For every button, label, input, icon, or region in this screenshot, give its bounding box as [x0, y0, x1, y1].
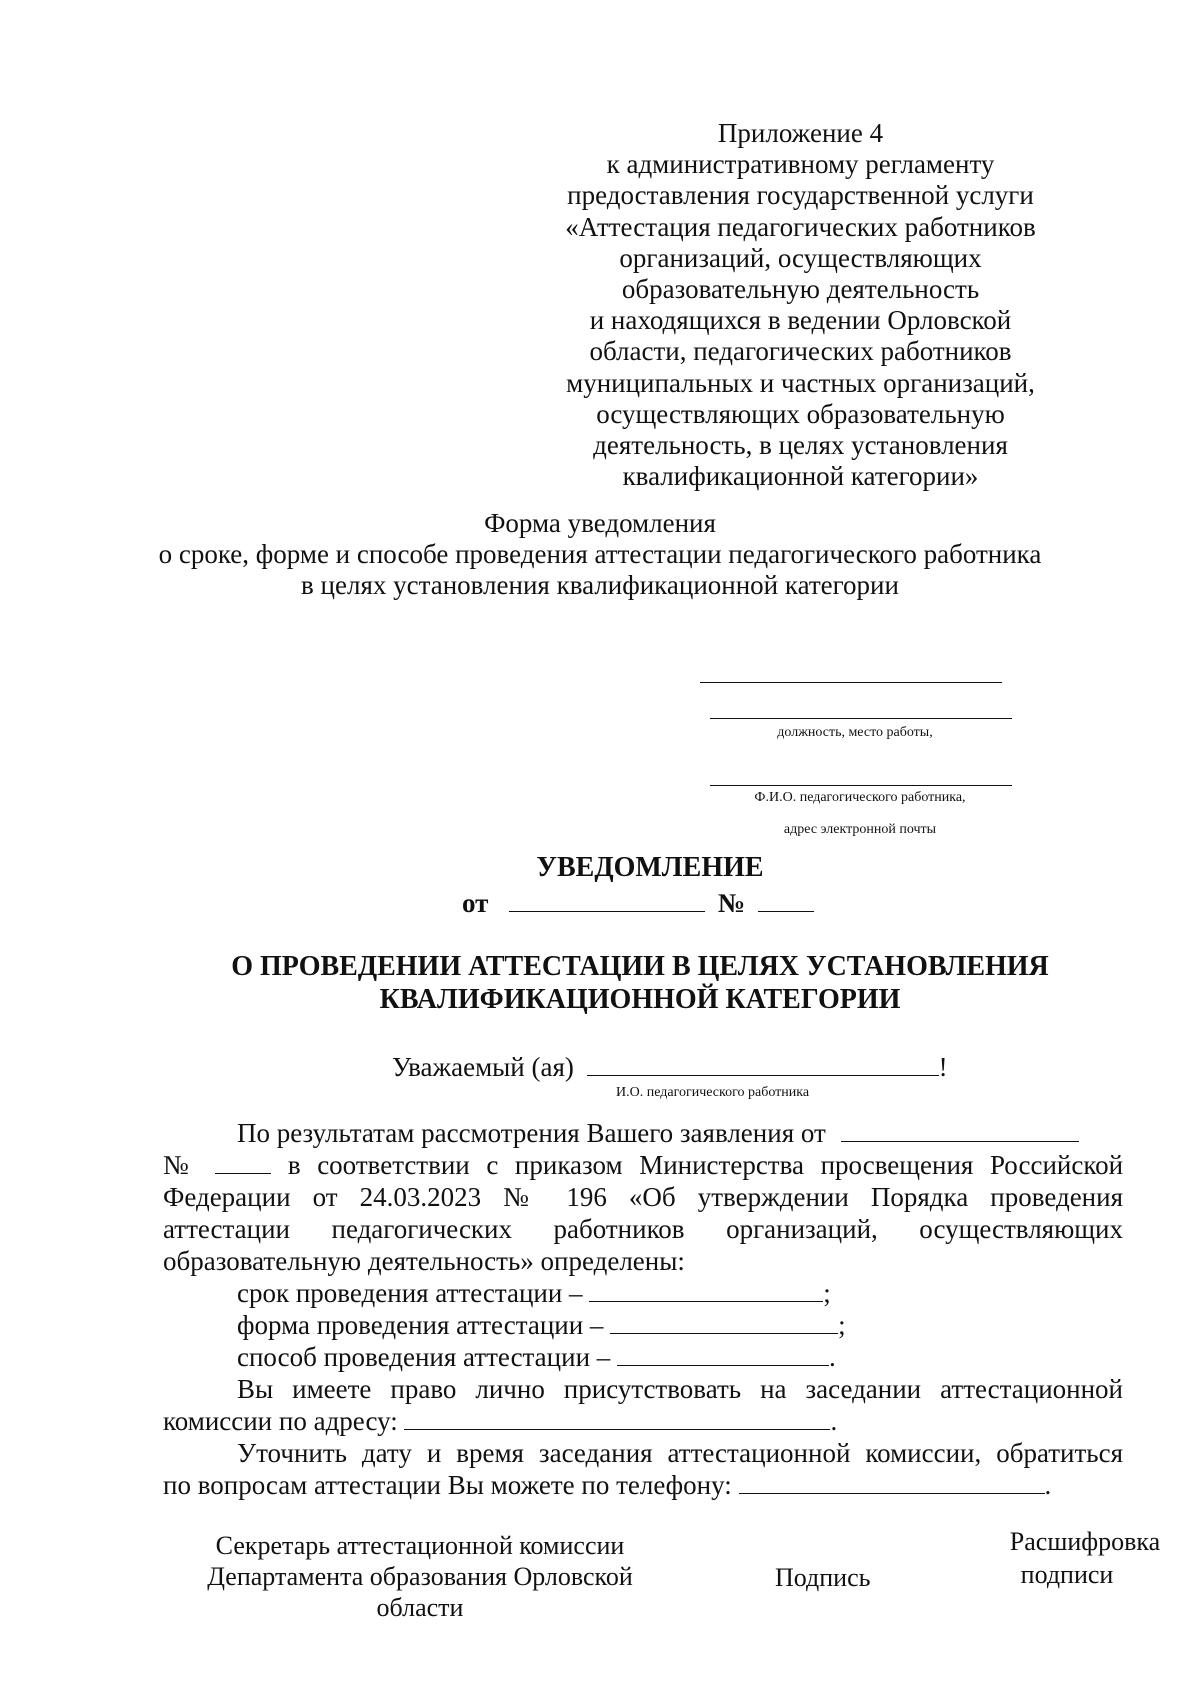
recipient-line-3[interactable]	[710, 785, 1012, 786]
notice-subject	[200, 950, 1080, 1016]
appendix-header-line: и находящихся в ведении Орловской	[589, 305, 1012, 336]
decode-signature-label	[990, 1525, 1180, 1591]
form-title-line-1: Форма уведомления	[484, 508, 716, 538]
form-line: форма проведения аттестации – ;	[237, 1310, 846, 1340]
greeting-caption: И.О. педагогического работника	[616, 1085, 810, 1100]
subject-line-1: О ПРОВЕДЕНИИ АТТЕСТАЦИИ В ЦЕЛЯХ УСТАНОВЛЕНИЯ	[231, 951, 1049, 982]
p2-line-1: Вы имеете право лично присутствовать на заседании аттестационной	[237, 1374, 1123, 1404]
application-number-field[interactable]	[215, 1151, 271, 1174]
phone-field[interactable]	[739, 1471, 1045, 1494]
p1-line-3: Федерации от 24.03.2023 № 196 «Об утверждении Порядка проведения	[163, 1182, 1123, 1212]
appendix-header-line: организаций, осуществляющих	[619, 242, 982, 273]
notice-number-field[interactable]	[758, 889, 814, 912]
greeting-exclamation: !	[938, 1052, 948, 1082]
address-field[interactable]	[404, 1407, 830, 1430]
p1-line-5: образовательную деятельность» определены:	[163, 1246, 685, 1276]
term-field[interactable]	[589, 1279, 823, 1302]
term-line: срок проведения аттестации – ;	[237, 1278, 831, 1308]
secretary-block	[190, 1530, 650, 1623]
p3-line-1: Уточнить дату и время заседания аттестационной комиссии, обратиться	[237, 1438, 1123, 1468]
decode-line-2: подписи	[1020, 1560, 1114, 1589]
appendix-header-line: осуществляющих образовательную	[596, 398, 1005, 429]
appendix-header-line: деятельность, в целях установления	[593, 430, 1008, 461]
recipient-caption-email: адрес электронной почты	[783, 822, 937, 837]
form-title	[100, 508, 1100, 601]
application-number-label: №	[163, 1150, 199, 1180]
greeting-name-field[interactable]	[587, 1053, 939, 1076]
method-line: способ проведения аттестации – .	[237, 1342, 836, 1372]
recipient-caption-position: должность, место работы,	[777, 725, 933, 740]
p1-line-2: № в соответствии с приказом Министерства просвещения Российской	[163, 1150, 1124, 1180]
recipient-line-2[interactable]	[710, 718, 1012, 719]
notice-from-label: от	[462, 888, 489, 918]
appendix-header-line: области, педагогических работников	[589, 336, 1012, 367]
notice-date-number	[462, 888, 814, 919]
appendix-header-line: «Аттестация педагогических работников	[565, 211, 1036, 242]
secretary-line-3: области	[376, 1593, 464, 1622]
recipient-caption-name: Ф.И.О. педагогического работника,	[754, 790, 966, 805]
subject-line-2: КВАЛИФИКАЦИОННОЙ КАТЕГОРИИ	[379, 984, 901, 1015]
appendix-header-line: предоставления государственной услуги	[567, 180, 1034, 211]
appendix-header-line: образовательную деятельность	[621, 274, 980, 305]
recipient-line-1[interactable]	[700, 682, 1002, 683]
p1-line-1: По результатам рассмотрения Вашего заявления от	[237, 1118, 1079, 1149]
p1-line-4: аттестации педагогических работников организаций, осуществляющих	[163, 1214, 1123, 1244]
notice-heading: УВЕДОМЛЕНИЕ	[536, 852, 764, 883]
greeting	[392, 1052, 948, 1083]
decode-line-1: Расшифровка	[1009, 1527, 1161, 1556]
appendix-header	[548, 118, 1053, 492]
method-field[interactable]	[617, 1343, 829, 1366]
signature-label: Подпись	[775, 1563, 871, 1592]
form-field[interactable]	[610, 1311, 838, 1334]
appendix-header-line: муниципальных и частных организаций,	[566, 367, 1035, 398]
appendix-header-line: квалификационной категории»	[622, 461, 979, 492]
application-date-field[interactable]	[841, 1119, 1079, 1142]
appendix-header-line: Приложение 4	[717, 118, 884, 148]
greeting-label: Уважаемый (ая)	[392, 1052, 574, 1082]
form-title-line-2: о сроке, форме и способе проведения аттестации педагогического работника	[158, 539, 1042, 569]
notice-number-label: №	[717, 888, 746, 918]
notice-date-field[interactable]	[509, 889, 705, 912]
appendix-header-line: к административному регламенту	[606, 149, 995, 180]
p3-line-2: по вопросам аттестации Вы можете по телефону: .	[163, 1470, 1052, 1500]
secretary-line-1: Секретарь аттестационной комиссии	[215, 1531, 625, 1560]
secretary-line-2: Департамента образования Орловской	[207, 1562, 633, 1591]
form-title-line-3: в целях установления квалификационной категории	[301, 570, 899, 600]
p2-line-2: комиссии по адресу: .	[163, 1406, 838, 1436]
